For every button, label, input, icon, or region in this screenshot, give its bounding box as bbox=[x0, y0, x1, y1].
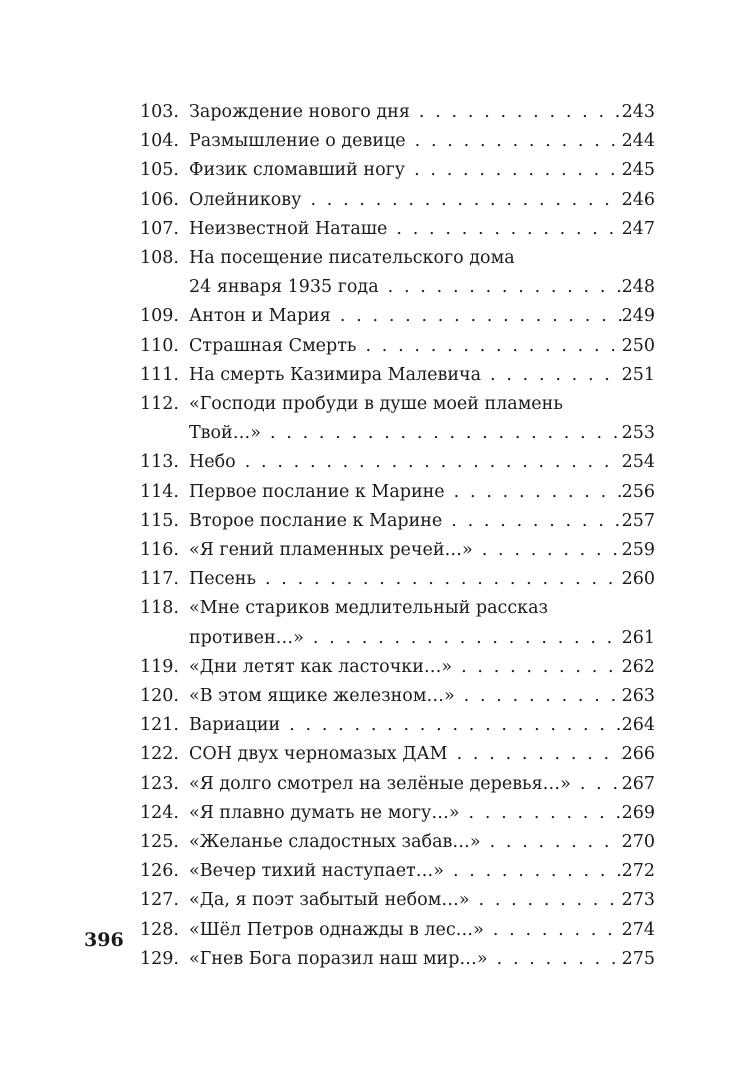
toc-entry-number: 118. bbox=[140, 598, 179, 619]
toc-entry-title: «Я плавно думать не могу…» bbox=[189, 802, 460, 823]
toc-entry bbox=[0, 127, 741, 156]
toc-entry-title: Песень bbox=[189, 569, 256, 590]
toc-entry-page: 274 bbox=[621, 919, 655, 940]
toc-entry-row bbox=[189, 682, 655, 711]
toc-entry-body bbox=[189, 390, 655, 448]
toc-entry-page: 245 bbox=[621, 160, 655, 181]
dot-leader bbox=[571, 770, 622, 799]
toc-entry-body bbox=[189, 536, 655, 565]
toc-entry-body bbox=[189, 302, 655, 331]
toc-entry-row bbox=[189, 302, 655, 331]
toc-entry-number: 126. bbox=[140, 861, 179, 882]
table-of-contents bbox=[0, 98, 741, 974]
toc-entry-body bbox=[189, 127, 655, 156]
dot-leader bbox=[304, 624, 622, 653]
toc-entry-page: 248 bbox=[621, 277, 655, 298]
toc-entry-body bbox=[189, 857, 655, 886]
toc-entry-title: 24 января 1935 года bbox=[189, 277, 379, 298]
toc-entry-number: 122. bbox=[140, 744, 179, 765]
toc-entry-body bbox=[189, 711, 655, 740]
toc-entry-row bbox=[189, 127, 655, 156]
toc-entry-page: 275 bbox=[621, 948, 655, 969]
toc-entry-number: 121. bbox=[140, 715, 179, 736]
dot-leader bbox=[442, 507, 621, 536]
toc-entry-title: «Вечер тихий наступает…» bbox=[189, 861, 444, 882]
toc-entry-row bbox=[189, 419, 655, 448]
toc-entry-body bbox=[189, 799, 655, 828]
dot-leader bbox=[405, 156, 622, 185]
toc-entry-title: Твой…» bbox=[189, 423, 261, 444]
toc-entry-page: 250 bbox=[621, 335, 655, 356]
toc-entry-body bbox=[189, 478, 655, 507]
toc-entry bbox=[0, 740, 741, 769]
dot-leader bbox=[444, 857, 622, 886]
toc-entry-title: СОН двух черномазых ДАМ bbox=[189, 744, 448, 765]
toc-entry-row bbox=[189, 507, 655, 536]
dot-leader bbox=[331, 302, 622, 331]
dot-leader bbox=[481, 361, 622, 390]
toc-entry-row bbox=[189, 711, 655, 740]
toc-entry-row bbox=[189, 916, 655, 945]
toc-entry bbox=[0, 828, 741, 857]
toc-entry-number: 120. bbox=[140, 686, 179, 707]
toc-entry-page: 272 bbox=[621, 861, 655, 882]
toc-entry-title: Размышление о девице bbox=[189, 131, 406, 152]
toc-entry-page: 243 bbox=[621, 102, 655, 122]
toc-entry-title: «Да, я поэт забытый небом…» bbox=[189, 890, 470, 911]
toc-entry bbox=[0, 565, 741, 594]
toc-entry-title: Первое послание к Марине bbox=[189, 481, 445, 502]
toc-entry-row bbox=[189, 98, 655, 127]
toc-entry-body bbox=[189, 244, 655, 302]
toc-entry bbox=[0, 156, 741, 185]
toc-entry-row bbox=[189, 215, 655, 244]
toc-entry bbox=[0, 711, 741, 740]
toc-entry-row bbox=[189, 945, 655, 974]
toc-entry bbox=[0, 302, 741, 331]
dot-leader bbox=[481, 828, 622, 857]
toc-entry-body bbox=[189, 565, 655, 594]
toc-entry-row bbox=[189, 624, 655, 653]
toc-entry bbox=[0, 448, 741, 477]
toc-entry-title: Второе послание к Марине bbox=[189, 510, 443, 531]
toc-entry-number: 110. bbox=[140, 335, 179, 356]
toc-entry-body bbox=[189, 98, 655, 127]
toc-entry-number: 116. bbox=[140, 540, 179, 561]
toc-entry-title: «Шёл Петров однажды в лес…» bbox=[189, 919, 484, 940]
toc-entry-page: 269 bbox=[621, 802, 655, 823]
toc-entry-page: 254 bbox=[621, 452, 655, 473]
toc-entry-number: 125. bbox=[140, 832, 179, 853]
toc-entry-body bbox=[189, 770, 655, 799]
toc-entry-body bbox=[189, 945, 655, 974]
toc-entry-number: 109. bbox=[140, 306, 179, 327]
dot-leader bbox=[356, 332, 621, 361]
toc-entry-title-first-line: «Господи пробуди в душе моей пламень bbox=[189, 394, 563, 415]
dot-leader bbox=[488, 945, 622, 974]
toc-entry-title: «Дни летят как ласточки…» bbox=[189, 656, 453, 677]
toc-entry-row bbox=[189, 740, 655, 769]
toc-entry-row bbox=[189, 770, 655, 799]
dot-leader bbox=[256, 565, 622, 594]
dot-leader bbox=[236, 448, 622, 477]
dot-leader bbox=[379, 273, 622, 302]
toc-entry-page: 249 bbox=[621, 306, 655, 327]
toc-entry bbox=[0, 886, 741, 915]
dot-leader bbox=[484, 916, 622, 945]
toc-entry-row bbox=[189, 653, 655, 682]
toc-entry bbox=[0, 478, 741, 507]
toc-entry-page: 257 bbox=[621, 510, 655, 531]
toc-entry bbox=[0, 390, 741, 448]
toc-entry-number: 129. bbox=[140, 948, 179, 969]
toc-entry-number: 106. bbox=[140, 189, 179, 210]
toc-entry-title: Страшная Смерть bbox=[189, 335, 357, 356]
toc-entry bbox=[0, 507, 741, 536]
toc-entry bbox=[0, 186, 741, 215]
toc-entry-title: На смерть Казимира Малевича bbox=[189, 364, 482, 385]
toc-entry bbox=[0, 857, 741, 886]
toc-entry-number: 123. bbox=[140, 773, 179, 794]
toc-entry-title: «Я гений пламенных речей…» bbox=[189, 540, 473, 561]
toc-entry-row bbox=[189, 361, 655, 390]
toc-entry-number: 117. bbox=[140, 569, 179, 590]
toc-entry-body bbox=[189, 186, 655, 215]
toc-entry-row bbox=[189, 828, 655, 857]
toc-entry-title-first-line: «Мне стариков медлительный рассказ bbox=[189, 598, 549, 619]
toc-entry-number: 114. bbox=[140, 481, 179, 502]
toc-entry bbox=[0, 361, 741, 390]
toc-entry-title: Физик сломавший ногу bbox=[189, 160, 406, 181]
toc-entry-body bbox=[189, 156, 655, 185]
toc-entry-body bbox=[189, 740, 655, 769]
toc-entry-number: 112. bbox=[140, 394, 179, 415]
toc-entry-number: 104. bbox=[140, 131, 179, 152]
toc-entry-body bbox=[189, 361, 655, 390]
toc-entry-page: 261 bbox=[621, 627, 655, 648]
toc-entry bbox=[0, 244, 741, 302]
toc-entry-page: 253 bbox=[621, 423, 655, 444]
toc-entry-body bbox=[189, 507, 655, 536]
dot-leader bbox=[455, 682, 622, 711]
toc-entry-title: Вариации bbox=[189, 715, 281, 736]
toc-entry-page: 267 bbox=[621, 773, 655, 794]
toc-entry-page: 244 bbox=[621, 131, 655, 152]
toc-entry-number: 113. bbox=[140, 452, 179, 473]
toc-entry-row bbox=[189, 886, 655, 915]
toc-entry-row bbox=[189, 857, 655, 886]
toc-entry bbox=[0, 332, 741, 361]
toc-entry-row bbox=[189, 448, 655, 477]
toc-entry-number: 127. bbox=[140, 890, 179, 911]
toc-entry-row bbox=[189, 799, 655, 828]
dot-leader bbox=[280, 711, 621, 740]
page-number: 396 bbox=[84, 929, 124, 951]
toc-entry-number: 107. bbox=[140, 218, 179, 239]
toc-entry-page: 259 bbox=[621, 540, 655, 561]
toc-entry-page: 262 bbox=[621, 656, 655, 677]
toc-entry-body bbox=[189, 916, 655, 945]
toc-entry-row bbox=[189, 332, 655, 361]
dot-leader bbox=[445, 478, 622, 507]
toc-entry-body bbox=[189, 653, 655, 682]
toc-entry-body bbox=[189, 215, 655, 244]
toc-entry-title: противен…» bbox=[189, 627, 304, 648]
toc-entry-title: «Я долго смотрел на зелёные деревья…» bbox=[189, 773, 571, 794]
toc-entry-page: 246 bbox=[621, 189, 655, 210]
toc-entry-page: 247 bbox=[621, 218, 655, 239]
toc-entry bbox=[0, 215, 741, 244]
toc-entry-title: Неизвестной Наташе bbox=[189, 218, 388, 239]
dot-leader bbox=[470, 886, 622, 915]
dot-leader bbox=[261, 419, 622, 448]
toc-entry-number: 108. bbox=[140, 248, 179, 269]
toc-entry-title: Олейникову bbox=[189, 189, 302, 210]
dot-leader bbox=[410, 98, 622, 127]
toc-entry-number: 105. bbox=[140, 160, 179, 181]
toc-entry-number: 124. bbox=[140, 802, 179, 823]
dot-leader bbox=[473, 536, 622, 565]
toc-entry-title-first-line: На посещение писательского дома bbox=[189, 248, 515, 269]
toc-entry-page: 270 bbox=[621, 832, 655, 853]
toc-entry bbox=[0, 770, 741, 799]
toc-entry-title: «Желанье сладостных забав…» bbox=[189, 832, 481, 853]
toc-entry-row bbox=[189, 186, 655, 215]
toc-entry-body bbox=[189, 332, 655, 361]
toc-entry-number: 115. bbox=[140, 510, 179, 531]
toc-entry-title: Зарождение нового дня bbox=[189, 102, 410, 122]
toc-entry-page: 251 bbox=[621, 364, 655, 385]
toc-entry-page: 273 bbox=[621, 890, 655, 911]
dot-leader bbox=[460, 799, 622, 828]
toc-entry bbox=[0, 98, 741, 127]
toc-entry-row bbox=[189, 156, 655, 185]
toc-entry-number: 103. bbox=[140, 102, 179, 122]
toc-entry-title: «Гнев Бога поразил наш мир…» bbox=[189, 948, 488, 969]
toc-entry-page: 263 bbox=[621, 686, 655, 707]
toc-entry bbox=[0, 594, 741, 652]
dot-leader bbox=[387, 215, 621, 244]
toc-entry-body bbox=[189, 828, 655, 857]
toc-entry-body bbox=[189, 682, 655, 711]
dot-leader bbox=[301, 186, 621, 215]
dot-leader bbox=[448, 740, 622, 769]
toc-entry-page: 264 bbox=[621, 715, 655, 736]
toc-entry-body bbox=[189, 886, 655, 915]
toc-entry bbox=[0, 653, 741, 682]
toc-entry-row bbox=[189, 565, 655, 594]
toc-entry-title: Антон и Мария bbox=[189, 306, 331, 327]
toc-entry bbox=[0, 682, 741, 711]
toc-entry-number: 128. bbox=[140, 919, 179, 940]
toc-entry-number: 119. bbox=[140, 656, 179, 677]
toc-entry-body bbox=[189, 594, 655, 652]
toc-entry-body bbox=[189, 448, 655, 477]
dot-leader bbox=[406, 127, 622, 156]
toc-entry-row bbox=[189, 273, 655, 302]
toc-entry-page: 266 bbox=[621, 744, 655, 765]
dot-leader bbox=[452, 653, 622, 682]
toc-entry bbox=[0, 799, 741, 828]
toc-entry-row bbox=[189, 478, 655, 507]
toc-entry bbox=[0, 536, 741, 565]
toc-entry-title: Небо bbox=[189, 452, 236, 473]
toc-entry-row bbox=[189, 536, 655, 565]
toc-entry-page: 256 bbox=[621, 481, 655, 502]
toc-entry-number: 111. bbox=[140, 364, 179, 385]
toc-entry-page: 260 bbox=[621, 569, 655, 590]
toc-entry-title: «В этом ящике железном…» bbox=[189, 686, 455, 707]
